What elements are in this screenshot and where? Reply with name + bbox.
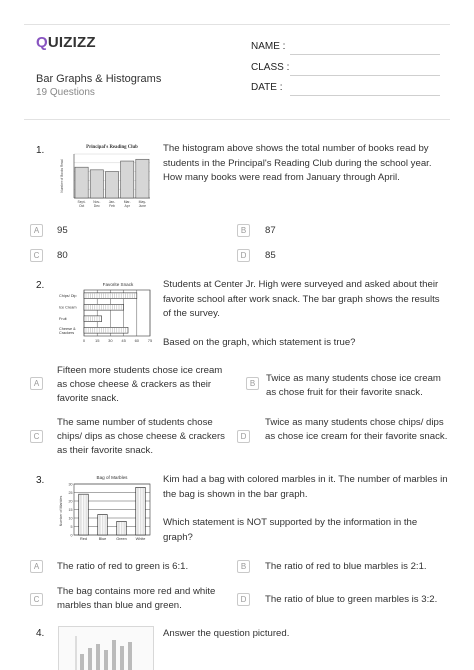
top-border	[24, 24, 450, 25]
y-tick-label: 20	[68, 499, 73, 504]
figure-bar	[112, 640, 116, 670]
x-tick-label: Sept-	[77, 200, 86, 204]
option-a-text[interactable]: 95	[57, 225, 68, 236]
option-c-text[interactable]: The same number of students chose chips/ dips as chose cheese & crackers as their favorite snack.	[57, 417, 225, 456]
histogram-bar	[105, 172, 118, 198]
option-d-letter[interactable]: D	[237, 249, 250, 262]
chart-title: Bag of Marbles	[96, 475, 128, 480]
figure-bar	[104, 650, 108, 670]
y-axis-label: Number of Books Read	[60, 159, 64, 193]
option-c-text[interactable]: The bag contains more red and white marbles than blue and green.	[57, 586, 216, 611]
y-tick-label: 25	[68, 490, 73, 495]
x-tick-label: June	[138, 204, 147, 208]
question-1-histogram	[58, 140, 154, 212]
figure-bar	[128, 642, 132, 670]
date-field[interactable]	[290, 95, 440, 96]
y-tick-label: 5	[70, 524, 73, 529]
y-tick-label: Chips/ Dip	[59, 294, 77, 299]
figure-bar	[120, 646, 124, 670]
snack-bar	[84, 304, 124, 310]
name-field[interactable]	[290, 54, 440, 55]
option-b-letter[interactable]: B	[237, 224, 250, 237]
x-tick-label: 30	[108, 338, 113, 343]
histogram-bar	[121, 161, 134, 198]
option-a-letter[interactable]: A	[30, 224, 43, 237]
question-2-text: Students at Center Jr. High were surveyed and asked about their favorite school after work snack. The bar graph shows the results of the survey.	[163, 279, 440, 319]
name-label: NAME :	[251, 41, 286, 52]
x-tick-label: 75	[147, 338, 153, 343]
option-b-text[interactable]: 87	[265, 225, 276, 236]
y-tick-label: Ice Cream	[59, 305, 77, 310]
y-tick-label: Fruit	[59, 317, 67, 322]
option-d-text[interactable]: The ratio of blue to green marbles is 3:2.	[265, 594, 438, 605]
favorite-snack-chart	[58, 280, 154, 348]
option-a-letter[interactable]: A	[30, 377, 43, 390]
x-tick-label: Green	[116, 537, 127, 541]
figure-bar	[80, 654, 84, 670]
x-tick-label: Oct	[78, 204, 85, 208]
x-tick-label: Red	[80, 537, 87, 541]
option-a-text[interactable]: The ratio of red to green is 6:1.	[57, 561, 189, 572]
option-b-letter[interactable]: B	[237, 560, 250, 573]
x-tick-label: 60	[134, 338, 140, 343]
y-tick-label: 10	[68, 516, 73, 521]
question-4-figure	[58, 626, 154, 670]
question-1-number: 1.	[36, 145, 45, 156]
x-tick-label: Feb	[109, 204, 115, 208]
y-tick-label: 0	[70, 533, 73, 538]
option-c-text[interactable]: 80	[57, 250, 68, 261]
y-axis-label: Number of Marbles	[59, 495, 63, 527]
quizizz-logo: QUIZIZZ	[36, 34, 96, 51]
worksheet-title: Bar Graphs & Histograms	[36, 73, 162, 85]
option-b-text[interactable]: The ratio of red to blue marbles is 2:1.	[265, 561, 427, 572]
question-2-number: 2.	[36, 280, 45, 291]
y-tick-label: 15	[68, 507, 73, 512]
header-divider	[24, 119, 450, 120]
option-a-text[interactable]: Fifteen more students chose ice cream as chose cheese & crackers as their favorite snack.	[57, 365, 223, 404]
question-count: 19 Questions	[36, 87, 95, 98]
question-2-bar-graph	[58, 280, 154, 348]
option-d-letter[interactable]: D	[237, 593, 250, 606]
option-d-text[interactable]: 85	[265, 250, 276, 261]
question-3-prompt: Which statement is NOT supported by the information in the graph?	[163, 517, 418, 543]
snack-bar	[84, 293, 137, 299]
question-3-number: 3.	[36, 475, 45, 486]
date-label: DATE :	[251, 82, 283, 93]
x-tick-label: 45	[121, 338, 126, 343]
x-tick-label: Blue	[98, 537, 107, 541]
chart-title: Principal's Reading Club	[86, 145, 138, 150]
figure-bar	[88, 648, 92, 670]
option-c-letter[interactable]: C	[30, 593, 43, 606]
bag-of-marbles-chart	[58, 473, 154, 545]
question-4-text: Answer the question pictured.	[163, 628, 290, 639]
class-field[interactable]	[290, 75, 440, 76]
figure-bar	[96, 644, 100, 670]
x-tick-label: Apr	[124, 204, 130, 208]
question-4-picture	[58, 626, 154, 670]
x-tick-label: White	[135, 537, 146, 541]
option-c-letter[interactable]: C	[30, 249, 43, 262]
option-d-text[interactable]: Twice as many students chose chips/ dips as chose ice cream for their favorite snack.	[265, 417, 448, 442]
question-3-text: Kim had a bag with colored marbles in it. The number of marbles in the bag is shown in the bar graph.	[163, 474, 448, 500]
option-a-letter[interactable]: A	[30, 560, 43, 573]
option-b-text[interactable]: Twice as many students chose ice cream as chose fruit for their favorite snack.	[266, 373, 441, 398]
histogram-bar	[75, 167, 88, 198]
y-tick-label: 30	[68, 482, 73, 487]
snack-bar	[84, 316, 102, 322]
x-tick-label: 15	[94, 338, 100, 343]
x-tick-label: Jan-	[108, 200, 116, 204]
question-3-bar-graph	[58, 473, 154, 545]
question-4-number: 4.	[36, 628, 45, 639]
option-c-letter[interactable]: C	[30, 430, 43, 443]
x-tick-label: 0	[82, 338, 86, 343]
histogram-bar	[90, 170, 103, 198]
chart-title: Favorite Snack	[102, 282, 134, 287]
y-tick-label: Crackers	[59, 331, 75, 336]
question-2-prompt: Based on the graph, which statement is true?	[163, 337, 356, 348]
x-tick-label: Nov-	[93, 200, 101, 204]
snack-bar	[84, 327, 128, 333]
option-b-letter[interactable]: B	[246, 377, 259, 390]
option-d-letter[interactable]: D	[237, 430, 250, 443]
class-label: CLASS :	[251, 62, 290, 73]
y-tick-label: Cheese &	[59, 326, 76, 331]
x-tick-label: May-	[138, 200, 147, 204]
x-tick-label: Dec	[93, 204, 100, 208]
x-tick-label: Mar-	[123, 200, 131, 204]
reading-club-chart	[58, 140, 154, 212]
question-1-text: The histogram above shows the total number of books read by students in the Principal's Reading Club during the school year. How many books were read from January through April.	[163, 143, 432, 183]
histogram-bar	[136, 159, 149, 198]
